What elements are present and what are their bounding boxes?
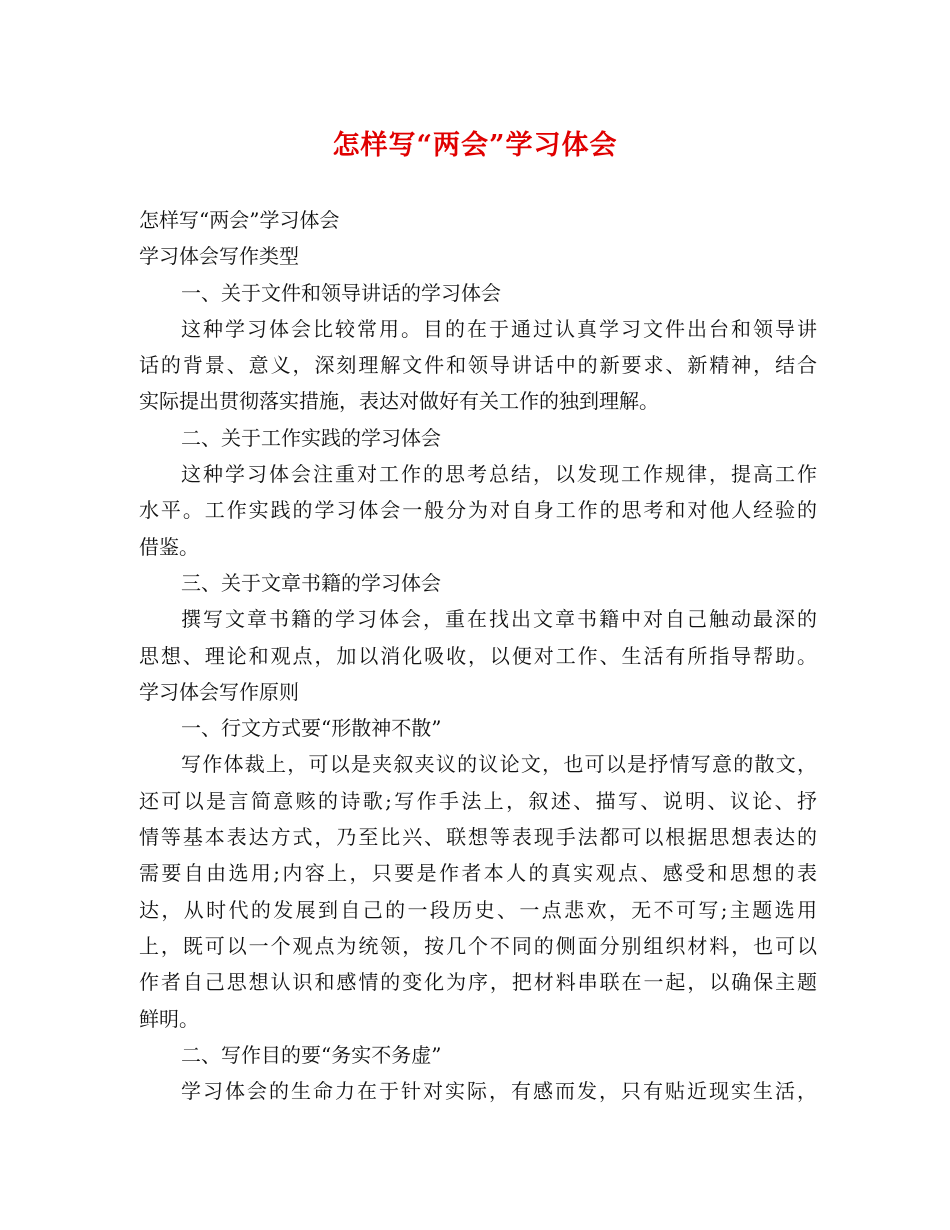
paragraph-line: 借鉴。 xyxy=(139,534,199,559)
paragraph-line: 还可以是言简意赅的诗歌;写作手法上，叙述、描写、说明、议论、抒 xyxy=(139,788,817,813)
paragraph-line: 实际提出贯彻落实措施，表达对做好有关工作的独到理解。 xyxy=(139,389,659,414)
paragraph-line: 写作体裁上，可以是夹叙夹议的议论文，也可以是抒情写意的散文， xyxy=(181,752,817,777)
paragraph-line: 情等基本表达方式，乃至比兴、联想等表现手法都可以根据思想表达的 xyxy=(139,825,817,850)
section-heading: 学习体会写作类型 xyxy=(139,244,299,269)
paragraph-line: 作者自己思想认识和感情的变化为序，把材料串联在一起，以确保主题 xyxy=(139,970,817,995)
section-heading: 学习体会写作原则 xyxy=(139,679,299,704)
subsection-heading: 二、关于工作实践的学习体会 xyxy=(181,425,441,450)
paragraph-line: 思想、理论和观点，加以消化吸收，以便对工作、生活有所指导帮助。 xyxy=(139,643,817,668)
paragraph-line: 学习体会的生命力在于针对实际，有感而发，只有贴近现实生活， xyxy=(181,1079,817,1104)
document-title: 怎样写“两会”学习体会 xyxy=(332,130,618,161)
paragraph-line: 需要自由选用;内容上，只要是作者本人的真实观点、感受和思想的表 xyxy=(139,861,817,886)
paragraph-line: 撰写文章书籍的学习体会，重在找出文章书籍中对自己触动最深的 xyxy=(181,607,817,632)
paragraph-line: 怎样写“两会”学习体会 xyxy=(139,208,340,232)
subsection-heading: 一、关于文件和领导讲话的学习体会 xyxy=(181,280,501,305)
paragraph-line: 这种学习体会注重对工作的思考总结，以发现工作规律，提高工作 xyxy=(181,462,817,487)
subsection-heading: 三、关于文章书籍的学习体会 xyxy=(181,570,441,595)
document-body xyxy=(139,202,817,1109)
paragraph-line: 话的背景、意义，深刻理解文件和领导讲话中的新要求、新精神，结合 xyxy=(139,353,817,378)
subsection-heading: 一、行文方式要“形散神不散” xyxy=(181,716,442,741)
paragraph-line: 达，从时代的发展到自己的一段历史、一点悲欢，无不可写;主题选用 xyxy=(139,897,817,922)
subsection-heading: 二、写作目的要“务实不务虚” xyxy=(181,1042,442,1067)
paragraph-line: 水平。工作实践的学习体会一般分为对自身工作的思考和对他人经验的 xyxy=(139,498,817,523)
paragraph-line: 上，既可以一个观点为统领，按几个不同的侧面分别组织材料，也可以 xyxy=(139,933,817,958)
paragraph-line: 鲜明。 xyxy=(139,1006,199,1031)
paragraph-line: 这种学习体会比较常用。目的在于通过认真学习文件出台和领导讲 xyxy=(181,316,817,341)
